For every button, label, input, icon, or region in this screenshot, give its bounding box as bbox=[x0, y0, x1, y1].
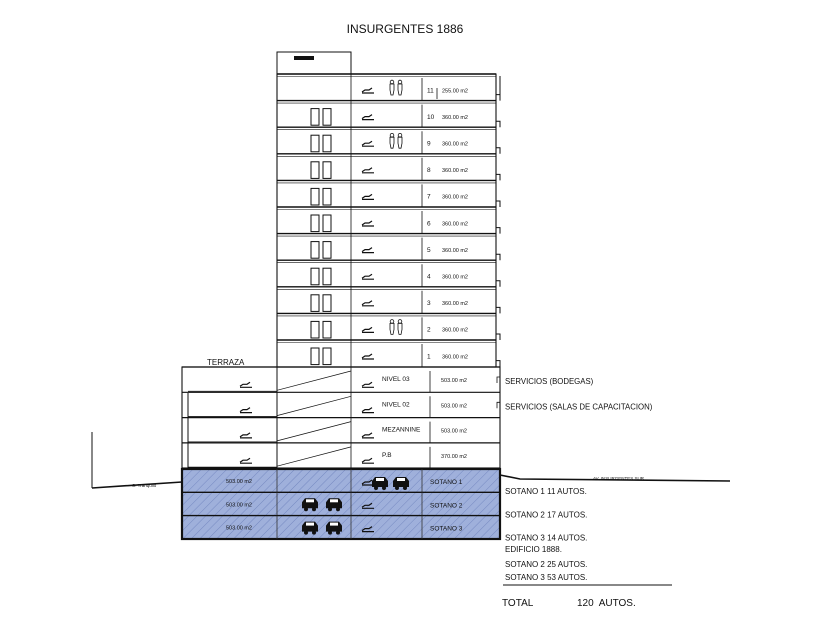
basement-area: 503.00 m2 bbox=[226, 525, 252, 532]
stair-symbol-icon bbox=[362, 327, 374, 332]
elevator-doors-icon bbox=[311, 268, 331, 285]
elevator-doors-icon bbox=[311, 135, 331, 152]
basement-area: 503.00 m2 bbox=[226, 502, 252, 509]
summary-sotano3: SOTANO 3 53 AUTOS. bbox=[505, 573, 588, 582]
podium-level-name: MEZANNINE bbox=[382, 426, 421, 434]
basement-name: SOTANO 1 bbox=[430, 479, 463, 486]
floor-area: 360.00 m2 bbox=[442, 141, 468, 148]
floor-area: 360.00 m2 bbox=[442, 327, 468, 334]
stair-symbol-icon bbox=[362, 433, 374, 438]
stair-symbol-icon bbox=[362, 354, 374, 359]
stair-symbol-icon bbox=[362, 88, 374, 93]
floor-row bbox=[277, 154, 496, 181]
balcony-edge bbox=[496, 228, 500, 234]
summary-edificio: EDIFICIO 1888. bbox=[505, 545, 562, 554]
stair-symbol-icon bbox=[362, 458, 374, 463]
basement-car-count: SOTANO 1 11 AUTOS. bbox=[505, 487, 587, 496]
floor-number: 1 bbox=[427, 353, 431, 361]
podium-level-area: 503.00 m2 bbox=[441, 428, 467, 435]
floor-area: 360.00 m2 bbox=[442, 114, 468, 121]
floor-area: 360.00 m2 bbox=[442, 274, 468, 281]
floor-area: 360.00 m2 bbox=[442, 168, 468, 175]
roof-label-box bbox=[294, 56, 314, 60]
balcony-edge bbox=[496, 148, 500, 154]
podium-level-row bbox=[182, 367, 594, 392]
balcony-edge bbox=[496, 95, 500, 101]
stair-symbol-icon bbox=[362, 168, 374, 173]
elevator-doors-icon bbox=[311, 242, 331, 259]
podium-level-area: 503.00 m2 bbox=[441, 403, 467, 410]
balcony-edge bbox=[496, 361, 500, 367]
stair-symbol-icon bbox=[362, 301, 374, 306]
balcony-edge bbox=[496, 121, 500, 127]
podium-levels bbox=[182, 367, 653, 468]
stair-symbol-icon bbox=[240, 458, 252, 463]
floor-area: 360.00 m2 bbox=[442, 354, 468, 361]
balcony-edge bbox=[496, 281, 500, 287]
summary-total-value: 120 AUTOS. bbox=[577, 598, 636, 609]
floor-row bbox=[277, 127, 496, 154]
floor-row bbox=[277, 180, 496, 207]
floor-area: 360.00 m2 bbox=[442, 221, 468, 228]
floor-row bbox=[277, 260, 496, 287]
stair-symbol-icon bbox=[362, 115, 374, 120]
elevator-doors-icon bbox=[311, 188, 331, 205]
floor-number: 2 bbox=[427, 326, 431, 334]
street-left-label: C. Tranquilo bbox=[132, 483, 157, 488]
floor-number: 4 bbox=[427, 273, 431, 281]
people-figure-icon bbox=[390, 133, 402, 148]
floor-row bbox=[277, 101, 496, 128]
podium-level-row bbox=[182, 443, 500, 468]
floor-area: 360.00 m2 bbox=[442, 247, 468, 254]
stair-symbol-icon bbox=[362, 221, 374, 226]
floor-number: 5 bbox=[427, 246, 431, 254]
stair-symbol-icon bbox=[240, 433, 252, 438]
podium-level-area: 370.00 m2 bbox=[441, 453, 467, 460]
podium-level-name: P.B bbox=[382, 451, 392, 459]
floor-number: 9 bbox=[427, 140, 431, 148]
stair-symbol-icon bbox=[362, 274, 374, 279]
floor-row bbox=[277, 340, 496, 367]
floor-number: 10 bbox=[427, 113, 435, 121]
ramp-line bbox=[277, 422, 351, 441]
tower-floors bbox=[277, 74, 496, 367]
stair-symbol-icon bbox=[362, 141, 374, 146]
elevator-doors-icon bbox=[311, 109, 331, 126]
stair-symbol-icon bbox=[240, 382, 252, 387]
floor-number: 6 bbox=[427, 220, 431, 228]
floor-row bbox=[277, 207, 496, 234]
podium-level-note: SERVICIOS (BODEGAS) bbox=[505, 377, 594, 386]
elevator-doors-icon bbox=[311, 162, 331, 179]
basement-car-count: SOTANO 3 14 AUTOS. bbox=[505, 533, 588, 543]
podium-level-note: SERVICIOS (SALAS DE CAPACITACION) bbox=[505, 402, 653, 412]
summary-total-label: TOTAL bbox=[502, 598, 534, 609]
summary-notes bbox=[502, 545, 672, 609]
podium-level-row bbox=[182, 392, 653, 417]
street-right-label: AV. INSURGENTES SUR bbox=[593, 476, 645, 481]
stair-symbol-icon bbox=[362, 408, 374, 413]
balcony-edge bbox=[496, 307, 500, 313]
balcony-edge bbox=[496, 201, 500, 207]
floor-area: 360.00 m2 bbox=[442, 301, 468, 308]
ramp-line bbox=[277, 447, 351, 466]
floor-area: 255.00 m2 bbox=[442, 88, 468, 95]
floor-number: 8 bbox=[427, 167, 431, 175]
balcony-edge bbox=[496, 334, 500, 340]
roof-parapet bbox=[277, 52, 351, 74]
ramp-line bbox=[277, 371, 351, 390]
ramp-line bbox=[277, 396, 351, 415]
podium-level-name: NIVEL 03 bbox=[382, 376, 410, 383]
stair-symbol-icon bbox=[362, 194, 374, 199]
balcony-edge bbox=[496, 254, 500, 260]
podium-level-area: 503.00 m2 bbox=[441, 378, 467, 384]
terraza-label: TERRAZA bbox=[207, 358, 245, 367]
floor-number: 11 bbox=[427, 87, 434, 95]
podium-level-name: NIVEL 02 bbox=[382, 401, 410, 409]
podium-level-row bbox=[182, 418, 500, 443]
elevator-doors-icon bbox=[311, 295, 331, 312]
elevator-doors-icon bbox=[311, 215, 331, 232]
people-figure-icon bbox=[390, 80, 402, 95]
people-figure-icon bbox=[390, 320, 402, 335]
balcony-edge bbox=[496, 174, 500, 180]
floor-number: 7 bbox=[427, 193, 431, 201]
elevator-doors-icon bbox=[311, 321, 331, 338]
basement-name: SOTANO 3 bbox=[430, 525, 463, 533]
basement-name: SOTANO 2 bbox=[430, 502, 463, 510]
elevator-doors-icon bbox=[311, 348, 331, 365]
floor-number: 3 bbox=[427, 300, 431, 308]
drawing-title: INSURGENTES 1886 bbox=[346, 22, 464, 36]
basement-car-count: SOTANO 2 17 AUTOS. bbox=[505, 510, 588, 520]
basement-area: 503.00 m2 bbox=[226, 479, 252, 485]
stair-symbol-icon bbox=[240, 408, 252, 413]
floor-row bbox=[277, 234, 496, 261]
floor-row bbox=[277, 313, 496, 340]
stair-symbol-icon bbox=[362, 382, 374, 387]
floor-row bbox=[277, 74, 496, 101]
summary-sotano2: SOTANO 2 25 AUTOS. bbox=[505, 560, 588, 569]
floor-area: 360.00 m2 bbox=[442, 194, 468, 201]
floor-row bbox=[277, 287, 496, 314]
stair-symbol-icon bbox=[362, 248, 374, 253]
